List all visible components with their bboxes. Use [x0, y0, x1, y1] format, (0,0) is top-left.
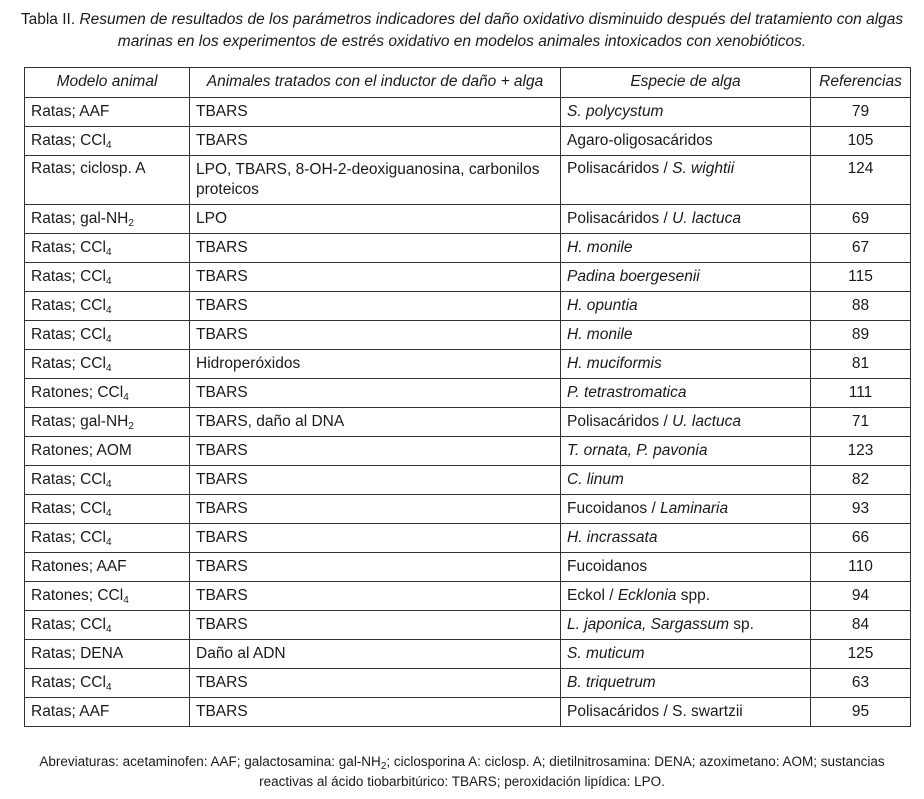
- cell-species: [561, 156, 811, 205]
- table-row: [25, 292, 911, 321]
- cell-model: [25, 205, 190, 234]
- table-row: [25, 234, 911, 263]
- text-segment: Ratones; CCl: [31, 384, 124, 401]
- cell-treated: LPO, TBARS, 8-OH-2-deoxiguanosina, carbonilos proteicos: [190, 156, 561, 205]
- text-segment: Ratas; CCl: [31, 616, 106, 633]
- table-row: [25, 321, 911, 350]
- table-row: [25, 495, 911, 524]
- cell-model: [25, 234, 190, 263]
- cell-model: [25, 379, 190, 408]
- subscript: 4: [105, 479, 112, 490]
- header-species: Especie de alga: [561, 68, 811, 98]
- table-row: [25, 437, 911, 466]
- cell-treated: Hidroperóxidos: [190, 350, 561, 379]
- table-row: [25, 205, 911, 234]
- text-segment: C. linum: [567, 471, 624, 488]
- cell-model: [25, 495, 190, 524]
- results-table: [24, 67, 911, 727]
- caption-title: Resumen de resultados de los parámetros indicadores del daño oxidativo disminuido después del tratamiento con algas marinas en los experimentos de estrés oxidativo en modelos animales intoxicados con xenobióticos.: [79, 11, 904, 50]
- cell-species: [561, 524, 811, 553]
- cell-reference: 69: [811, 205, 911, 234]
- cell-species: [561, 234, 811, 263]
- table-row: [25, 553, 911, 582]
- cell-model: [25, 582, 190, 611]
- text-segment: ; ciclosporina A: ciclosp. A; dietilnitrosamina: DENA; azoximetano: AOM; sustancias reactivas al ácido tiobarbitúrico: TBARS; peroxidación lipídica: LPO.: [259, 754, 885, 789]
- text-segment: Polisacáridos /: [567, 210, 673, 227]
- text-segment: U. lactuca: [672, 413, 742, 430]
- text-segment: U. lactuca: [672, 210, 742, 227]
- text-segment: Ecklonia: [617, 587, 677, 604]
- cell-species: [561, 263, 811, 292]
- subscript: 4: [105, 140, 112, 151]
- text-segment: Ratas; CCl: [31, 268, 106, 285]
- cell-treated: TBARS: [190, 495, 561, 524]
- subscript: 4: [105, 682, 112, 693]
- cell-species: [561, 379, 811, 408]
- text-segment: Eckol /: [567, 587, 618, 604]
- header-row: [25, 68, 911, 98]
- cell-model: [25, 669, 190, 698]
- text-segment: Ratas; CCl: [31, 297, 106, 314]
- text-segment: S. wightii: [672, 160, 735, 177]
- text-segment: Polisacáridos /: [567, 413, 673, 430]
- text-segment: S. muticum: [567, 645, 645, 662]
- cell-model: [25, 553, 190, 582]
- cell-model: [25, 127, 190, 156]
- cell-species: [561, 669, 811, 698]
- text-segment: Abreviaturas: acetaminofen: AAF; galactosamina: gal-NH: [39, 754, 381, 769]
- cell-treated: TBARS, daño al DNA: [190, 408, 561, 437]
- cell-reference: 66: [811, 524, 911, 553]
- cell-treated: LPO: [190, 205, 561, 234]
- cell-reference: 71: [811, 408, 911, 437]
- cell-reference: 67: [811, 234, 911, 263]
- table-caption: [20, 9, 904, 53]
- cell-species: [561, 495, 811, 524]
- text-segment: Laminaria: [660, 500, 729, 517]
- text-segment: L. japonica, Sargassum: [567, 616, 729, 633]
- text-segment: Polisacáridos /: [567, 160, 673, 177]
- text-segment: Ratas; AAF: [31, 103, 110, 120]
- text-segment: H. monile: [567, 326, 633, 343]
- table-row: [25, 350, 911, 379]
- cell-species: [561, 698, 811, 727]
- subscript: 4: [105, 334, 112, 345]
- cell-reference: 84: [811, 611, 911, 640]
- subscript: 4: [105, 537, 112, 548]
- text-segment: Polisacáridos / S. swartzii: [567, 703, 743, 720]
- table-row: [25, 698, 911, 727]
- cell-reference: 125: [811, 640, 911, 669]
- cell-treated: TBARS: [190, 127, 561, 156]
- cell-reference: 124: [811, 156, 911, 205]
- cell-species: [561, 408, 811, 437]
- table-row: [25, 408, 911, 437]
- subscript: 4: [105, 276, 112, 287]
- cell-treated: TBARS: [190, 437, 561, 466]
- text-segment: Ratas; CCl: [31, 674, 106, 691]
- cell-model: [25, 321, 190, 350]
- text-segment: Ratas; CCl: [31, 326, 106, 343]
- cell-treated: TBARS: [190, 524, 561, 553]
- header-model: Modelo animal: [25, 68, 190, 98]
- cell-species: [561, 611, 811, 640]
- table-row: [25, 669, 911, 698]
- cell-reference: 95: [811, 698, 911, 727]
- cell-species: [561, 582, 811, 611]
- cell-model: [25, 292, 190, 321]
- cell-model: [25, 466, 190, 495]
- text-segment: Ratas; ciclosp. A: [31, 160, 146, 177]
- cell-reference: 89: [811, 321, 911, 350]
- text-segment: sp.: [728, 616, 754, 633]
- header-treated: Animales tratados con el inductor de daño + alga: [190, 68, 561, 98]
- table-row: [25, 524, 911, 553]
- caption-lead: Tabla II.: [20, 11, 80, 28]
- cell-reference: 123: [811, 437, 911, 466]
- cell-model: [25, 350, 190, 379]
- cell-treated: TBARS: [190, 466, 561, 495]
- cell-model: [25, 263, 190, 292]
- header-references: Referencias: [811, 68, 911, 98]
- text-segment: T. ornata, P. pavonia: [567, 442, 708, 459]
- cell-reference: 79: [811, 98, 911, 127]
- cell-treated: TBARS: [190, 321, 561, 350]
- text-segment: Ratas; CCl: [31, 239, 106, 256]
- cell-model: [25, 408, 190, 437]
- cell-species: [561, 127, 811, 156]
- cell-species: [561, 437, 811, 466]
- text-segment: Agaro-oligosacáridos: [567, 132, 713, 149]
- text-segment: Ratones; AAF: [31, 558, 127, 575]
- cell-treated: TBARS: [190, 292, 561, 321]
- table-row: [25, 466, 911, 495]
- cell-species: [561, 640, 811, 669]
- cell-treated: TBARS: [190, 98, 561, 127]
- text-segment: P. tetrastromatica: [567, 384, 687, 401]
- text-segment: Fucoidanos: [567, 558, 648, 575]
- table-row: [25, 582, 911, 611]
- cell-species: [561, 321, 811, 350]
- cell-reference: 93: [811, 495, 911, 524]
- cell-species: [561, 98, 811, 127]
- subscript: 4: [105, 508, 112, 519]
- cell-model: [25, 611, 190, 640]
- text-segment: Ratas; CCl: [31, 529, 106, 546]
- subscript: 4: [123, 595, 129, 606]
- cell-model: [25, 437, 190, 466]
- subscript: 4: [105, 247, 112, 258]
- cell-model: [25, 698, 190, 727]
- cell-reference: 111: [811, 379, 911, 408]
- text-segment: H. incrassata: [567, 529, 658, 546]
- cell-reference: 105: [811, 127, 911, 156]
- cell-treated: TBARS: [190, 263, 561, 292]
- text-segment: Ratones; CCl: [31, 587, 124, 604]
- subscript: 4: [105, 363, 112, 374]
- table-row: [25, 263, 911, 292]
- cell-reference: 81: [811, 350, 911, 379]
- table-row: [25, 127, 911, 156]
- cell-reference: 88: [811, 292, 911, 321]
- text-segment: Ratas; gal-NH: [31, 413, 129, 430]
- text-segment: Ratas; CCl: [31, 132, 106, 149]
- cell-treated: TBARS: [190, 582, 561, 611]
- cell-reference: 110: [811, 553, 911, 582]
- table-body: [25, 98, 911, 727]
- text-segment: Ratas; DENA: [31, 645, 124, 662]
- cell-treated: Daño al ADN: [190, 640, 561, 669]
- cell-reference: 94: [811, 582, 911, 611]
- cell-reference: 63: [811, 669, 911, 698]
- text-segment: B. triquetrum: [567, 674, 656, 691]
- cell-treated: TBARS: [190, 234, 561, 263]
- table-row: [25, 98, 911, 127]
- subscript: 2: [128, 421, 134, 432]
- text-segment: Ratas; CCl: [31, 500, 106, 517]
- subscript: 4: [123, 392, 129, 403]
- subscript: 4: [105, 624, 112, 635]
- text-segment: Fucoidanos /: [567, 500, 661, 517]
- text-segment: H. monile: [567, 239, 633, 256]
- cell-species: [561, 553, 811, 582]
- cell-species: [561, 205, 811, 234]
- subscript: 2: [380, 761, 387, 772]
- table-row: [25, 640, 911, 669]
- cell-treated: TBARS: [190, 698, 561, 727]
- table-row: [25, 379, 911, 408]
- cell-reference: 115: [811, 263, 911, 292]
- table-row: [25, 611, 911, 640]
- cell-species: [561, 466, 811, 495]
- cell-model: [25, 640, 190, 669]
- text-segment: Ratas; gal-NH: [31, 210, 129, 227]
- text-segment: Ratas; CCl: [31, 355, 106, 372]
- text-segment: Padina boergesenii: [567, 268, 700, 285]
- text-segment: Ratas; CCl: [31, 471, 106, 488]
- cell-model: [25, 98, 190, 127]
- cell-treated: TBARS: [190, 669, 561, 698]
- cell-treated: TBARS: [190, 379, 561, 408]
- cell-model: [25, 524, 190, 553]
- cell-treated: TBARS: [190, 611, 561, 640]
- text-segment: Ratones; AOM: [31, 442, 132, 459]
- footnote: [20, 752, 904, 792]
- cell-reference: 82: [811, 466, 911, 495]
- cell-species: [561, 350, 811, 379]
- subscript: 2: [128, 218, 134, 229]
- table-row: [25, 156, 911, 205]
- subscript: 4: [105, 305, 112, 316]
- text-segment: S. polycystum: [567, 103, 664, 120]
- text-segment: spp.: [676, 587, 711, 604]
- text-segment: Ratas; AAF: [31, 703, 110, 720]
- cell-species: [561, 292, 811, 321]
- text-segment: H. muciformis: [567, 355, 662, 372]
- text-segment: H. opuntia: [567, 297, 638, 314]
- cell-model: [25, 156, 190, 205]
- cell-treated: TBARS: [190, 553, 561, 582]
